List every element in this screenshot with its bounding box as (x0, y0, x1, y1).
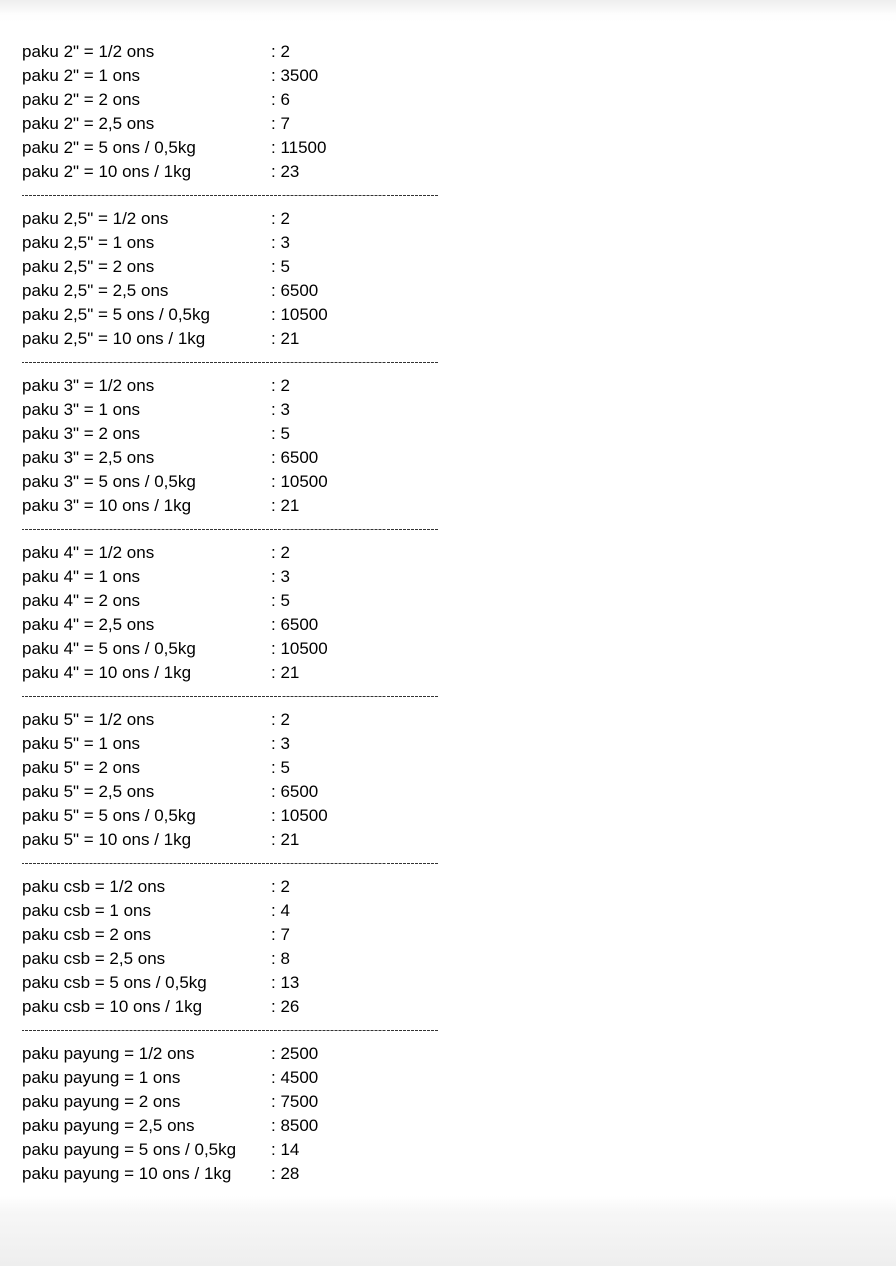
price-row (22, 470, 442, 494)
price-row (22, 207, 442, 231)
item-value: : 10500 (271, 806, 328, 825)
price-row (22, 303, 442, 327)
item-value: : 8 (271, 949, 290, 968)
item-label: paku 3" = 5 ons / 0,5kg (22, 472, 196, 491)
item-label: paku 3" = 1/2 ons (22, 376, 155, 395)
item-value: : 28 (271, 1164, 300, 1183)
price-row (22, 661, 442, 685)
price-row (22, 589, 442, 613)
price-row (22, 112, 442, 136)
item-value: : 3500 (271, 66, 319, 85)
price-group-3-inch (22, 374, 442, 518)
dashed-separator (22, 696, 438, 697)
item-value: : 8500 (271, 1116, 319, 1135)
item-label: paku 2" = 2,5 ons (22, 114, 155, 133)
price-row (22, 279, 442, 303)
price-row (22, 327, 442, 351)
item-value: : 23 (271, 162, 300, 181)
item-value: : 7 (271, 925, 290, 944)
item-value: : 4500 (271, 1068, 319, 1087)
item-label: paku payung = 5 ons / 0,5kg (22, 1140, 237, 1159)
item-value: : 13 (271, 973, 300, 992)
price-row (22, 804, 442, 828)
item-label: paku 5" = 10 ons / 1kg (22, 830, 192, 849)
item-label: paku 2,5" = 1/2 ons (22, 209, 169, 228)
dashed-separator (22, 863, 438, 864)
price-group-payung (22, 1042, 442, 1186)
item-label: paku 2" = 1/2 ons (22, 42, 155, 61)
item-label: paku 5" = 2,5 ons (22, 782, 155, 801)
item-label: paku 2" = 2 ons (22, 90, 141, 109)
item-label: paku 5" = 2 ons (22, 758, 141, 777)
price-list (22, 40, 442, 1186)
item-value: : 26 (271, 997, 300, 1016)
item-value: : 5 (271, 424, 290, 443)
item-value: : 2 (271, 543, 290, 562)
price-row (22, 1066, 442, 1090)
item-value: : 3 (271, 400, 290, 419)
dashed-separator (22, 195, 438, 196)
item-label: paku 2" = 10 ons / 1kg (22, 162, 192, 181)
item-value: : 3 (271, 567, 290, 586)
item-value: : 14 (271, 1140, 300, 1159)
item-value: : 2 (271, 376, 290, 395)
item-value: : 5 (271, 591, 290, 610)
price-row (22, 1114, 442, 1138)
item-label: paku 4" = 1/2 ons (22, 543, 155, 562)
item-value: : 2 (271, 877, 290, 896)
price-row (22, 494, 442, 518)
item-label: paku 2,5" = 2 ons (22, 257, 155, 276)
item-label: paku 4" = 2 ons (22, 591, 141, 610)
item-label: paku csb = 1/2 ons (22, 877, 166, 896)
item-value: : 21 (271, 329, 300, 348)
price-row (22, 1162, 442, 1186)
item-label: paku 2" = 1 ons (22, 66, 141, 85)
item-label: paku 5" = 5 ons / 0,5kg (22, 806, 196, 825)
item-value: : 21 (271, 830, 300, 849)
price-row (22, 541, 442, 565)
price-row (22, 613, 442, 637)
item-label: paku 3" = 2,5 ons (22, 448, 155, 467)
price-group-4-inch (22, 541, 442, 685)
item-value: : 10500 (271, 472, 328, 491)
item-value: : 2500 (271, 1044, 319, 1063)
item-value: : 5 (271, 758, 290, 777)
price-row (22, 1042, 442, 1066)
item-label: paku 4" = 1 ons (22, 567, 141, 586)
item-label: paku payung = 1 ons (22, 1068, 181, 1087)
item-label: paku 4" = 2,5 ons (22, 615, 155, 634)
item-value: : 21 (271, 663, 300, 682)
price-row (22, 40, 442, 64)
price-row (22, 64, 442, 88)
item-value: : 4 (271, 901, 290, 920)
item-value: : 2 (271, 209, 290, 228)
item-label: paku 2,5" = 1 ons (22, 233, 155, 252)
item-label: paku csb = 10 ons / 1kg (22, 997, 203, 1016)
item-value: : 10500 (271, 639, 328, 658)
item-value: : 6500 (271, 615, 319, 634)
item-value: : 2 (271, 710, 290, 729)
price-row (22, 875, 442, 899)
dashed-separator (22, 529, 438, 530)
price-row (22, 947, 442, 971)
item-label: paku 4" = 5 ons / 0,5kg (22, 639, 196, 658)
item-label: paku 2,5" = 5 ons / 0,5kg (22, 305, 210, 324)
item-value: : 7 (271, 114, 290, 133)
price-row (22, 732, 442, 756)
item-label: paku 5" = 1 ons (22, 734, 141, 753)
price-row (22, 756, 442, 780)
item-label: paku payung = 2 ons (22, 1092, 181, 1111)
item-value: : 5 (271, 257, 290, 276)
price-row (22, 136, 442, 160)
price-row (22, 780, 442, 804)
price-group-2-inch (22, 40, 442, 184)
price-row (22, 995, 442, 1019)
price-row (22, 231, 442, 255)
item-label: paku csb = 5 ons / 0,5kg (22, 973, 207, 992)
item-value: : 21 (271, 496, 300, 515)
price-row (22, 1138, 442, 1162)
price-group-csb (22, 875, 442, 1019)
item-label: paku 2,5" = 10 ons / 1kg (22, 329, 206, 348)
dashed-separator (22, 362, 438, 363)
item-label: paku 2,5" = 2,5 ons (22, 281, 169, 300)
price-row (22, 637, 442, 661)
price-row (22, 923, 442, 947)
item-value: : 6500 (271, 281, 319, 300)
price-row (22, 160, 442, 184)
item-label: paku 3" = 1 ons (22, 400, 141, 419)
item-label: paku csb = 2 ons (22, 925, 152, 944)
item-value: : 11500 (271, 138, 327, 157)
item-label: paku payung = 10 ons / 1kg (22, 1164, 232, 1183)
item-label: paku payung = 1/2 ons (22, 1044, 195, 1063)
price-row (22, 971, 442, 995)
item-label: paku 3" = 10 ons / 1kg (22, 496, 192, 515)
item-label: paku 4" = 10 ons / 1kg (22, 663, 192, 682)
item-value: : 10500 (271, 305, 328, 324)
price-row (22, 828, 442, 852)
dashed-separator (22, 1030, 438, 1031)
price-row (22, 422, 442, 446)
price-row (22, 1090, 442, 1114)
item-value: : 3 (271, 233, 290, 252)
price-row (22, 88, 442, 112)
price-row (22, 899, 442, 923)
item-value: : 7500 (271, 1092, 319, 1111)
item-value: : 3 (271, 734, 290, 753)
price-group-5-inch (22, 708, 442, 852)
item-label: paku csb = 1 ons (22, 901, 152, 920)
price-row (22, 708, 442, 732)
item-label: paku 3" = 2 ons (22, 424, 141, 443)
item-value: : 6 (271, 90, 290, 109)
item-value: : 6500 (271, 782, 319, 801)
item-value: : 2 (271, 42, 290, 61)
price-row (22, 565, 442, 589)
item-label: paku csb = 2,5 ons (22, 949, 166, 968)
item-label: paku payung = 2,5 ons (22, 1116, 195, 1135)
price-group-2-5-inch (22, 207, 442, 351)
price-row (22, 255, 442, 279)
item-label: paku 2" = 5 ons / 0,5kg (22, 138, 196, 157)
price-row (22, 398, 442, 422)
item-label: paku 5" = 1/2 ons (22, 710, 155, 729)
item-value: : 6500 (271, 448, 319, 467)
price-row (22, 446, 442, 470)
price-row (22, 374, 442, 398)
